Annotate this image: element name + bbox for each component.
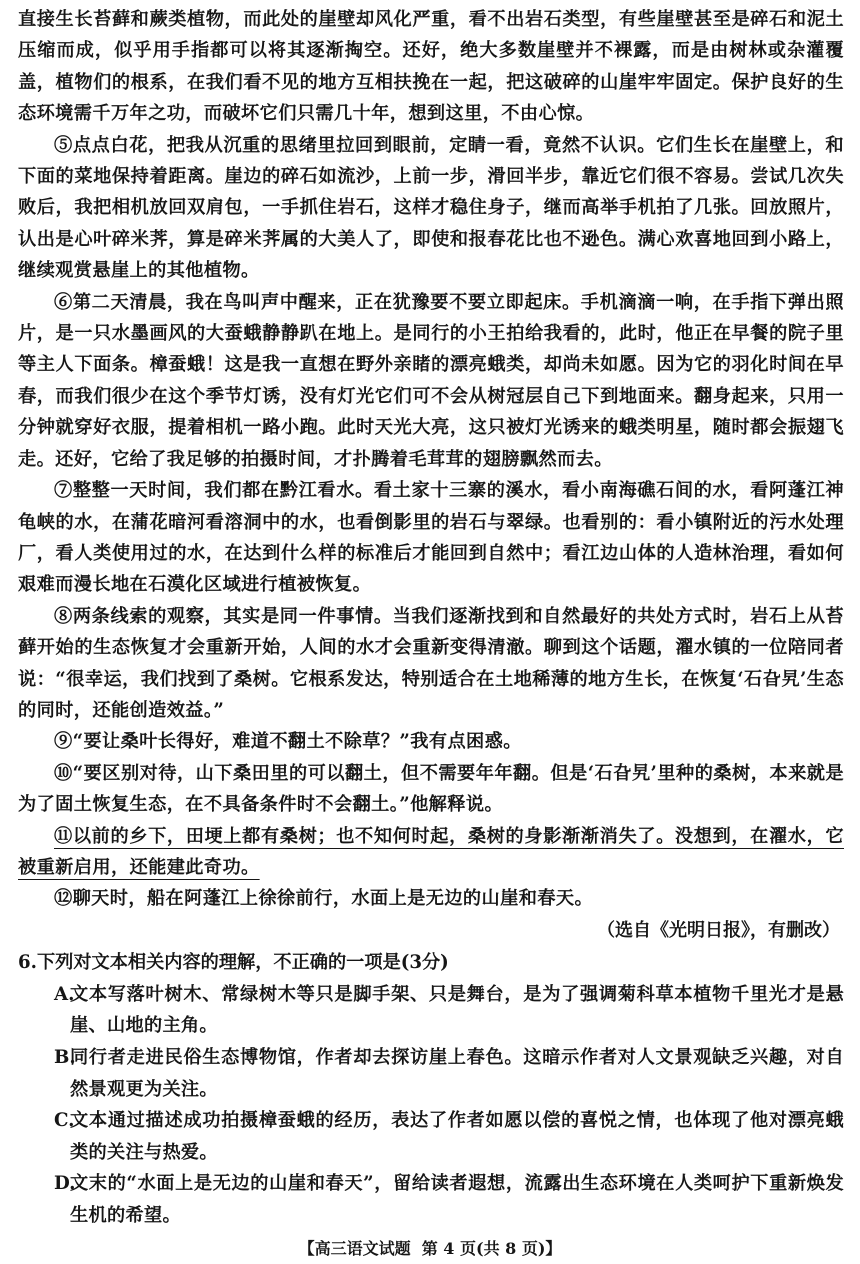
paragraph-5: ⑤点点白花，把我从沉重的思绪里拉回到眼前，定睛一看，竟然不认识。它们生长在崖壁上，和下面的菜地保持着距离。崖边的碎石如流沙，上前一步，滑回半步，靠近它们很不容易。尝试几次失败后，我把相机放回双肩包，一手抓住岩石，这样才稳住身子，继而高举手机拍了几张。回放照片，认出是心叶碎米荠，算是碎米荠属的大美人了，即使和报春花比也不逊色。满心欢喜地回到小路上，继续观赏悬崖上的其他植物。 [18, 134, 844, 282]
underlined-sentence: ⑪以前的乡下，田埂上都有桑树；也不知何时起，桑树的身影渐渐消失了。没想到，在濯水，它被重新启用，还能建此奇功。 [18, 825, 844, 878]
paragraph-10: ⑩“要区别对待，山下桑田里的可以翻土，但不需要年年翻。但是‘石旮旯’里种的桑树，本来就是为了固土恢复生态，在不具备条件时不会翻土。”他解释说。 [18, 762, 844, 816]
option-text: 同行者走进民俗生态博物馆，作者却去探访崖上春色。这暗示作者对人文景观缺乏兴趣，对自然景观更为关注。 [70, 1046, 844, 1100]
option-text: 文末的“水面上是无边的山崖和春天”，留给读者遐想，流露出生态环境在人类呵护下重新焕发生机的希望。 [70, 1173, 844, 1226]
option-d [54, 1168, 844, 1231]
footer-page-number: 第 4 页(共 8 页)】 [421, 1239, 562, 1258]
option-a [54, 979, 844, 1042]
option-letter: A. [54, 983, 75, 1005]
option-c [54, 1105, 844, 1168]
question-6 [18, 947, 844, 1232]
footer-title: 【高三语文试题 [298, 1239, 411, 1258]
option-text: 文本通过描述成功拍摄樟蚕蛾的经历，表达了作者如愿以偿的喜悦之情，也体现了他对漂亮蛾类的关注与热爱。 [70, 1110, 844, 1163]
paragraph-9: ⑨“要让桑叶长得好，难道不翻土不除草？”我有点困惑。 [54, 731, 522, 753]
option-text: 文本写落叶树木、常绿树木等只是脚手架、只是舞台，是为了强调菊科草本植物千里光才是悬崖、山地的主角。 [70, 983, 844, 1037]
paragraph-continued: 直接生长苔藓和蕨类植物，而此处的崖壁却风化严重，看不出岩石类型，有些崖壁甚至是碎石和泥土压缩而成，似乎用手指都可以将其逐渐掏空。还好，绝大多数崖壁并不裸露，而是由树林或杂灌覆盖，植物们的根系，在我们看不见的地方互相扶挽在一起，把这破碎的山崖牢牢固定。保护良好的生态环境需千万年之功，而破坏它们只需几十年，想到这里，不由心惊。 [18, 9, 844, 125]
option-b [54, 1042, 844, 1105]
option-letter: C. [54, 1110, 75, 1132]
paragraph-7: ⑦整整一天时间，我们都在黔江看水。看土家十三寨的溪水，看小南海礁石间的水，看阿蓬江神龟峡的水，在蒲花暗河看溶洞中的水，也看倒影里的岩石与翠绿。也看别的：看小镇附近的污水处理厂，看人类使用过的水，在达到什么样的标准后才能回到自然中；看江边山体的人造林治理，看如何艰难而漫长地在石漠化区域进行植被恢复。 [18, 480, 844, 596]
option-letter: D. [54, 1173, 76, 1195]
paragraph-12: ⑫聊天时，船在阿蓬江上徐徐前行，水面上是无边的山崖和春天。 [54, 888, 594, 910]
question-stem: 6.下列对文本相关内容的理解，不正确的一项是(3分) [18, 951, 449, 973]
paragraph-6: ⑥第二天清晨，我在鸟叫声中醒来，正在犹豫要不要立即起床。手机滴滴一响，在手指下弹出照片，是一只水墨画风的大蚕蛾静静趴在地上。是同行的小王拍给我看的，此时，他正在早餐的院子里等主人下面条。樟蚕蛾！这是我一直想在野外亲睹的漂亮蛾类，却尚未如愿。因为它的羽化时间在早春，而我们很少在这个季节灯诱，没有灯光它们可不会从树冠层自己下到地面来。翻身起来，只用一分钟就穿好衣服，提着相机一路小跑。此时天光大亮，这只被灯光诱来的蛾类明星，随时都会振翅飞走。还好，它给了我足够的拍摄时间，才扑腾着毛茸茸的翅膀飘然而去。 [18, 291, 844, 470]
paragraph-11-underlined [18, 821, 844, 884]
paragraph-8: ⑧两条线索的观察，其实是同一件事情。当我们逐渐找到和自然最好的共处方式时，岩石上从苔藓开始的生态恢复才会重新开始，人间的水才会重新变得清澈。聊到这个话题，濯水镇的一位陪同者说：“很幸运，我们找到了桑树。它根系发达，特别适合在土地稀薄的地方生长，在恢复‘石旮旯’生态的同时，还能创造效益。” [18, 605, 844, 721]
page-footer [0, 1236, 860, 1259]
option-letter: B. [54, 1046, 76, 1068]
source-note: （选自《光明日报》，有删改） [597, 919, 840, 941]
